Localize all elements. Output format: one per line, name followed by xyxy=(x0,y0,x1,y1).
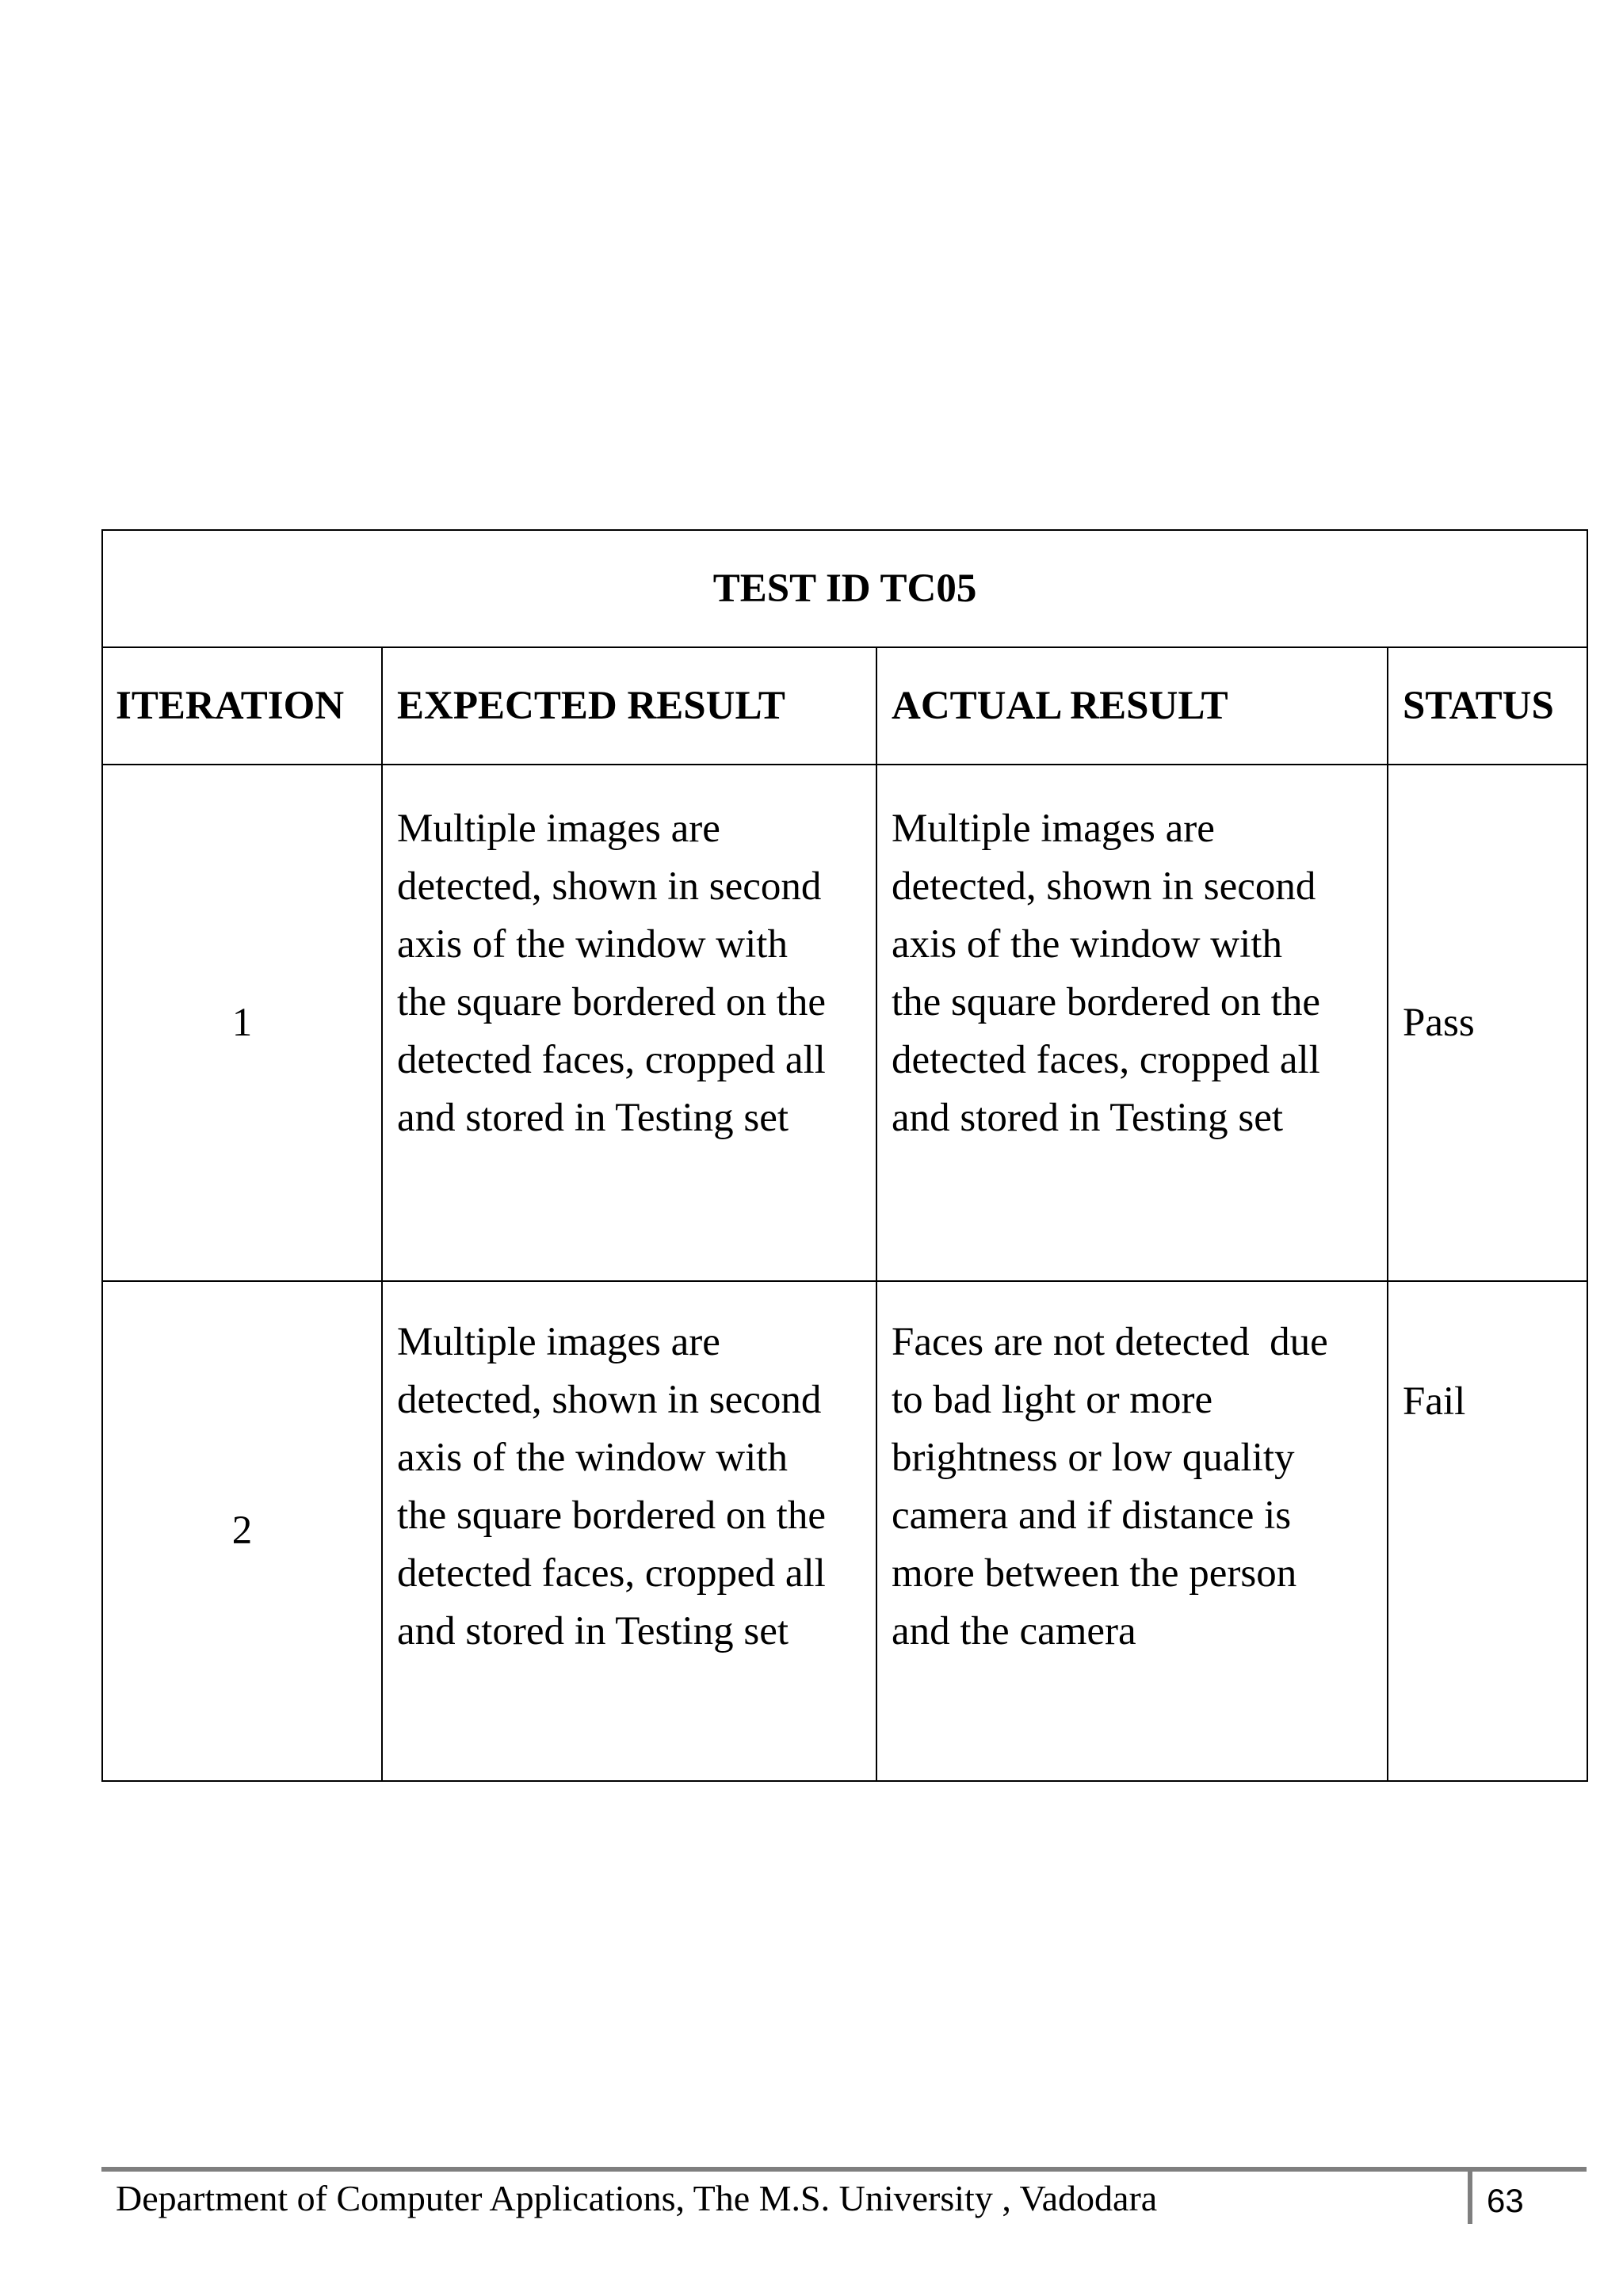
page-number: 63 xyxy=(1487,2182,1524,2219)
text-line: detected faces, cropped all xyxy=(892,1038,1320,1082)
header-expected-result: EXPECTED RESULT xyxy=(382,647,876,765)
text-line: Multiple images are xyxy=(892,807,1215,851)
footer-text: Department of Computer Applications, The M.S. University , Vadodara xyxy=(116,2178,1158,2218)
test-id-title: TEST ID TC05 xyxy=(102,530,1587,647)
status-cell: Pass xyxy=(1388,765,1587,1281)
footer-divider xyxy=(1468,2172,1472,2224)
actual-result-cell xyxy=(876,765,1388,1281)
text-line: axis of the window with xyxy=(397,922,788,967)
table-header-row xyxy=(102,647,1587,765)
text-line: axis of the window with xyxy=(397,1436,788,1480)
text-line: Multiple images are xyxy=(397,1320,720,1364)
text-line: Faces are not detected due xyxy=(892,1320,1328,1364)
status-cell: Fail xyxy=(1388,1281,1587,1781)
table-row xyxy=(102,1281,1587,1781)
text-line: camera and if distance is xyxy=(892,1493,1292,1538)
iteration-cell: 1 xyxy=(102,765,382,1281)
footer-rule xyxy=(101,2167,1587,2172)
text-line: and stored in Testing set xyxy=(892,1096,1284,1140)
text-line: more between the person xyxy=(892,1551,1297,1596)
header-status: STATUS xyxy=(1388,647,1587,765)
header-iteration: ITERATION xyxy=(102,647,382,765)
text-line: the square bordered on the xyxy=(397,980,826,1024)
text-line: the square bordered on the xyxy=(397,1493,826,1538)
table-title-row xyxy=(102,530,1587,647)
text-line: detected, shown in second xyxy=(892,864,1316,909)
test-case-table xyxy=(101,529,1588,1782)
header-actual-result: ACTUAL RESULT xyxy=(876,647,1388,765)
text-line: detected faces, cropped all xyxy=(397,1038,826,1082)
text-line: brightness or low quality xyxy=(892,1436,1295,1480)
text-line: and stored in Testing set xyxy=(397,1096,789,1140)
text-line: and stored in Testing set xyxy=(397,1609,789,1653)
text-line: Multiple images are xyxy=(397,807,720,851)
text-line: detected, shown in second xyxy=(397,864,822,909)
text-line: to bad light or more xyxy=(892,1378,1213,1422)
text-line: and the camera xyxy=(892,1609,1136,1653)
text-line: detected faces, cropped all xyxy=(397,1551,826,1596)
text-line: detected, shown in second xyxy=(397,1378,822,1422)
text-line: axis of the window with xyxy=(892,922,1282,967)
actual-result-cell xyxy=(876,1281,1388,1781)
text-line: the square bordered on the xyxy=(892,980,1320,1024)
table-row xyxy=(102,765,1587,1281)
iteration-cell: 2 xyxy=(102,1281,382,1781)
expected-result-cell xyxy=(382,1281,876,1781)
expected-result-cell xyxy=(382,765,876,1281)
